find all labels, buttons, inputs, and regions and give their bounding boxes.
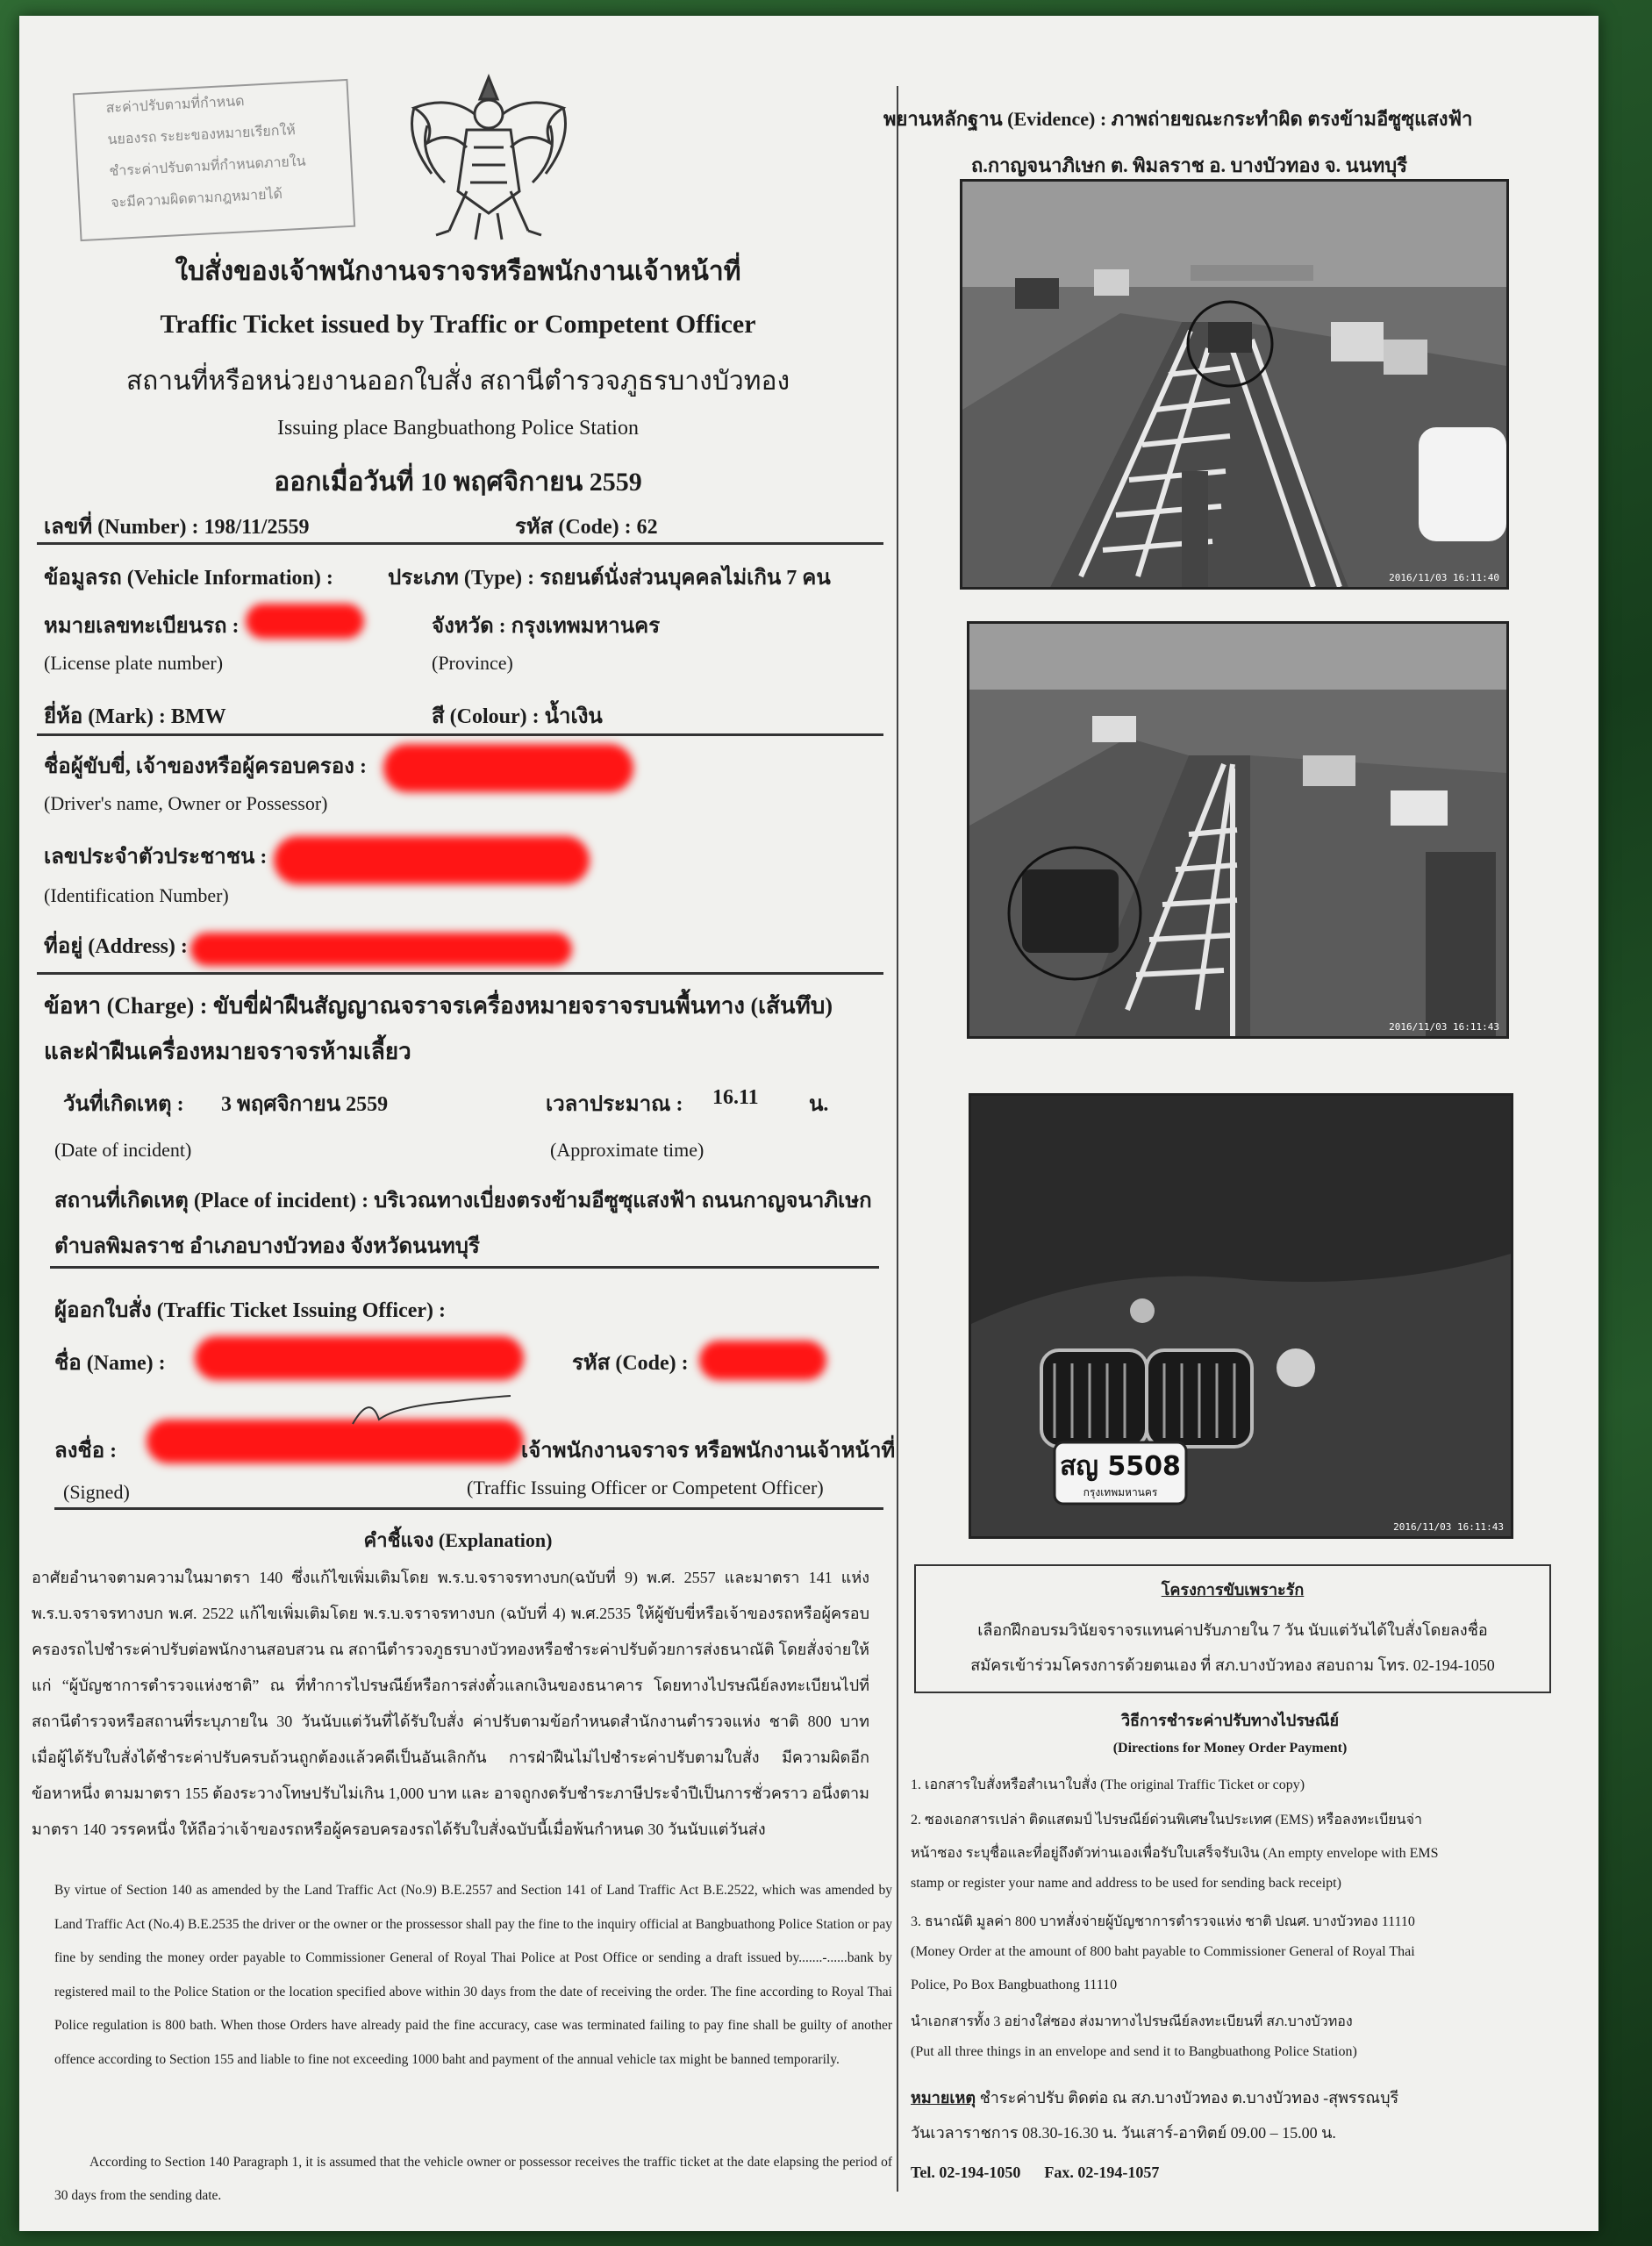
redacted-officer-code (699, 1341, 826, 1380)
title-thai: ใบสั่งของเจ้าพนักงานจราจรหรือพนักงานเจ้าหน้าที่ (175, 257, 741, 286)
plate-label-english: (License plate number) (44, 652, 224, 674)
evidence-line-1: พยานหลักฐาน (Evidence) : ภาพถ่ายขณะกระทำผิด ตรงข้ามอีซูซุแสงฟ้า (883, 108, 1473, 130)
signature-label: ลงชื่อ : (54, 1440, 118, 1463)
divider (50, 1266, 879, 1269)
divider (54, 1507, 883, 1510)
payment-contact: Tel. 02-194-1050 Fax. 02-194-1057 (911, 2164, 1160, 2181)
ticket-paper (19, 16, 1598, 2231)
incident-place-line-2: ตำบลพิมลราช อำเภอบางบัวทอง จังหวัดนนทบุรี (54, 1235, 480, 1258)
payment-line: Police, Po Box Bangbuathong 11110 (911, 1978, 1118, 1992)
vehicle-mark: ยี่ห้อ (Mark) : BMW (44, 705, 226, 728)
payment-note (911, 2085, 1398, 2110)
officer-label-english: (Traffic Issuing Officer or Competent Officer) (467, 1477, 824, 1499)
officer-heading: ผู้ออกใบสั่ง (Traffic Ticket Issuing Officer) : (54, 1299, 447, 1322)
incident-date-value: 3 พฤศจิกายน 2559 (221, 1093, 389, 1116)
evidence-photo-2 (967, 621, 1509, 1039)
payment-title-thai: วิธีการชำระค่าปรับทางไปรษณีย์ (1120, 1712, 1340, 1729)
plate-label: หมายเลขทะเบียนรถ : (44, 615, 240, 638)
plate-province-text: กรุงเทพมหานคร (1083, 1486, 1158, 1499)
ticket-number: เลขที่ (Number) : 198/11/2559 (44, 516, 310, 539)
payment-office-hours: วันเวลาราชการ 08.30-16.30 น. วันเสาร์-อาทิตย์ 09.00 – 15.00 น. (911, 2124, 1336, 2142)
incident-time-label: เวลาประมาณ : (546, 1093, 683, 1116)
explanation-thai: อาศัยอำนาจตามความในมาตรา 140 ซึ่งแก้ไขเพิ่มเติมโดย พ.ร.บ.จราจรทางบก(ฉบับที่ 9) พ.ศ. 2557 และมาตรา 141 แห่ง พ.ร.บ.จราจรทางบก พ.ศ. 2522 แก้ไขเพิ่มเติมโดย พ.ร.บ.จราจรทางบก (ฉบับที่ 4) พ.ศ.2535 ให้ผู้ขับขี่หรือเจ้าของรถหรือผู้ครอบครองรถไปชำระค่าปรับต่อพนักงานสอบสวน ณ สถานีตำรวจภูธรบางบัวทองหรือชำระค่าปรับด้วยการส่งธนาณัติ โดยสั่งจ่ายให้แก่ “ผู้บัญชาการตำรวจแห่งชาติ” ณ ที่ทำการไปรษณีย์หรือการส่งตั๋วแลกเงินของธนาคาร โดยทางไปรษณีย์ลงทะเบียนไปที่สถานีตำรวจหรือสถานที่ระบุภายใน 30 วันนับแต่วันที่ได้รับใบสั่ง ค่าปรับตามข้อกำหนดสำนักงานตำรวจแห่ง ชาติ 800 บาท เมื่อผู้ได้รับใบสั่งได้ชำระค่าปรับครบถ้วนถูกต้องแล้วคดีเป็นอันเลิกกัน การฝ่าฝืนไม่ไปชำระค่าปรับตามใบสั่ง มีความผิดอีกข้อหาหนึ่ง ตามมาตรา 155 ต้องระวางโทษปรับไม่เกิน 1,000 บาท และ อาจถูกงดรับชำระภาษีประจำปีเป็นการชั่วคราว อนึ่งตามมาตรา 140 วรรคหนึ่ง ให้ถือว่าเจ้าของรถหรือผู้ครอบครองรถได้รับใบสั่งฉบับนี้เมื่อพ้นกำหนด 30 วันนับแต่วันส่ง (32, 1569, 869, 1838)
incident-place-line-1: สถานที่เกิดเหตุ (Place of incident) : บริเวณทางเบี่ยงตรงข้ามอีซูซุแสงฟ้า ถนนกาญจนาภิเษก (54, 1190, 872, 1212)
redacted-officer-name (195, 1336, 524, 1380)
incident-date-label: วันที่เกิดเหตุ : (63, 1093, 184, 1116)
payment-line: stamp or register your name and address to be used for sending back receipt) (911, 1876, 1341, 1891)
officer-name-label: ชื่อ (Name) : (54, 1352, 166, 1375)
explanation-english-paragraph-2: According to Section 140 Paragraph 1, it is assumed that the vehicle owner or possessor receives the traffic ticket at the date elapsing the period of 30 days from the sending date. (54, 2155, 892, 2203)
explanation-heading: คำชี้แจง (Explanation) (363, 1529, 553, 1551)
payment-line: 1. เอกสารใบสั่งหรือสำเนาใบสั่ง (The original Traffic Ticket or copy) (911, 1777, 1305, 1792)
photo-3-timestamp: 2016/11/03 16:11:43 (1393, 1521, 1504, 1533)
charge-line-1: ข้อหา (Charge) : ขับขี่ฝ่าฝืนสัญญาณจราจรเครื่องหมายจราจรบนพื้นทาง (เส้นทึบ) (44, 993, 833, 1019)
vehicle-colour: สี (Colour) : น้ำเงิน (432, 705, 603, 728)
id-number-label: เลขประจำตัวประชาชน : (44, 846, 268, 869)
issuing-place-english: Issuing place Bangbuathong Police Station (277, 417, 639, 440)
training-project-title: โครงการขับเพราะรัก (1161, 1581, 1305, 1599)
incident-time-unit: น. (809, 1093, 829, 1116)
plate-number-text: สญ 5508 (1060, 1451, 1181, 1482)
stamp-line: สะค่าปรับตามที่กำหนด (105, 94, 245, 117)
fine-notice-stamp (73, 79, 355, 241)
stamp-line: ชำระค่าปรับตามที่กำหนดภายใน (109, 154, 306, 180)
stamp-line: นยองรถ ระยะของหมายเรียกให้ (107, 123, 297, 148)
redacted-driver-name (383, 744, 633, 792)
payment-line: (Money Order at the amount of 800 baht payable to Commissioner General of Royal Thai (911, 1944, 1415, 1959)
evidence-photo-3 (969, 1093, 1513, 1539)
payment-line: 2. ซองเอกสารเปล่า ติดแสตมป์ ไปรษณีย์ด่วนพิเศษในประเทศ (EMS) หรือลงทะเบียนจ่า (911, 1813, 1422, 1828)
incident-date-label-english: (Date of incident) (54, 1139, 192, 1161)
payment-note-text: ชำระค่าปรับ ติดต่อ ณ สภ.บางบัวทอง ต.บางบัวทอง -สุพรรณบุรี (976, 2089, 1399, 2107)
divider (37, 972, 883, 975)
redacted-plate (246, 604, 364, 639)
driver-name-label-english: (Driver's name, Owner or Possessor) (44, 792, 328, 814)
signature-scribble (344, 1389, 519, 1433)
driver-name-label: ชื่อผู้ขับขี่, เจ้าของหรือผู้ครอบครอง : (44, 755, 367, 778)
vehicle-info-label: ข้อมูลรถ (Vehicle Information) : (44, 567, 333, 590)
id-number-label-english: (Identification Number) (44, 884, 229, 906)
payment-title-english: (Directions for Money Order Payment) (1112, 1741, 1348, 1756)
ticket-code: รหัส (Code) : 62 (515, 516, 658, 539)
incident-time-label-english: (Approximate time) (550, 1139, 704, 1161)
redacted-id-number (274, 836, 590, 884)
photo-1-timestamp: 2016/11/03 16:11:40 (1389, 572, 1499, 583)
payment-line: หน้าซอง ระบุชื่อและที่อยู่ถึงตัวท่านเองเพื่อรับใบเสร็จรับเงิน (An empty envelope with EMS (911, 1846, 1439, 1861)
signature-suffix: เจ้าพนักงานจราจร หรือพนักงานเจ้าหน้าที่ (521, 1440, 896, 1463)
officer-code-label: รหัส (Code) : (572, 1352, 689, 1375)
payment-note-label: หมายเหตุ (911, 2089, 976, 2107)
evidence-photo-1 (960, 179, 1509, 590)
payment-line: นำเอกสารทั้ง 3 อย่างใส่ซอง ส่งมาทางไปรษณีย์ลงทะเบียนที่ สภ.บางบัวทอง (911, 2014, 1353, 2029)
training-project-line-1: เลือกฝึกอบรมวินัยจราจรแทนค่าปรับภายใน 7 วัน นับแต่วันได้ใบสั่งโดยลงชื่อ (977, 1621, 1488, 1639)
photo-2-timestamp: 2016/11/03 16:11:43 (1389, 1021, 1499, 1033)
garuda-emblem-icon (397, 60, 581, 248)
vehicle-type: ประเภท (Type) : รถยนต์นั่งส่วนบุคคลไม่เกิน 7 คน (388, 567, 831, 590)
evidence-line-2: ถ.กาญจนาภิเษก ต. พิมลราช อ. บางบัวทอง จ. นนทบุรี (971, 154, 1408, 176)
issued-date: ออกเมื่อวันที่ 10 พฤศจิกายน 2559 (274, 468, 642, 497)
signed-label-english: (Signed) (63, 1481, 130, 1503)
training-project-box (914, 1564, 1551, 1693)
payment-line: 3. ธนาณัติ มูลค่า 800 บาทสั่งจ่ายผู้บัญชาการตำรวจแห่ง ชาติ ปณศ. บางบัวทอง 11110 (911, 1914, 1415, 1929)
training-project-line-2: สมัครเข้าร่วมโครงการด้วยตนเอง ที่ สภ.บางบัวทอง สอบถาม โทร. 02-194-1050 (970, 1656, 1495, 1674)
province-label-english: (Province) (432, 652, 513, 674)
divider (37, 542, 883, 545)
divider (37, 733, 883, 736)
payment-line: (Put all three things in an envelope and send it to Bangbuathong Police Station) (911, 2044, 1357, 2059)
explanation-english: By virtue of Section 140 as amended by the Land Traffic Act (No.9) B.E.2557 and Section 141 of Land Traffic Act B.E.2522, which was amended by Land Traffic Act (No.4) B.E.2535 the driver or the owner or the prossessor shall pay the fine to the inquiry official at Bangbuathong Police Station or pay fine by sending the money order payable to Commissioner General of Royal Thai Police at Post Office or sending a draft issued by.......-......bank by registered mail to the Police Station or the location specified above within 30 days from the date of receiving the order. The fine according to Royal Thai Police regulation is 800 bath. When those Orders have already paid the fine accuracy, case was terminated failing to pay fine shall be guilty of another offence according to Section 155 and liable to fine not exceeding 1000 baht and payment of the annual vehicle tax might be banned temporarily. (54, 1883, 892, 2067)
incident-time-value: 16.11 (712, 1086, 759, 1109)
charge-line-2: และฝ่าฝืนเครื่องหมายจราจรห้ามเลี้ยว (44, 1039, 411, 1064)
address-label: ที่อยู่ (Address) : (44, 935, 188, 958)
stamp-line: จะมีความผิดตามกฎหมายได้ (110, 186, 283, 211)
province-label: จังหวัด : กรุงเทพมหานคร (432, 615, 661, 638)
redacted-address (190, 933, 572, 966)
title-english: Traffic Ticket issued by Traffic or Competent Officer (160, 310, 756, 339)
issuing-place-thai: สถานที่หรือหน่วยงานออกใบสั่ง สถานีตำรวจภูธรบางบัวทอง (125, 367, 790, 396)
column-divider (897, 86, 898, 2192)
